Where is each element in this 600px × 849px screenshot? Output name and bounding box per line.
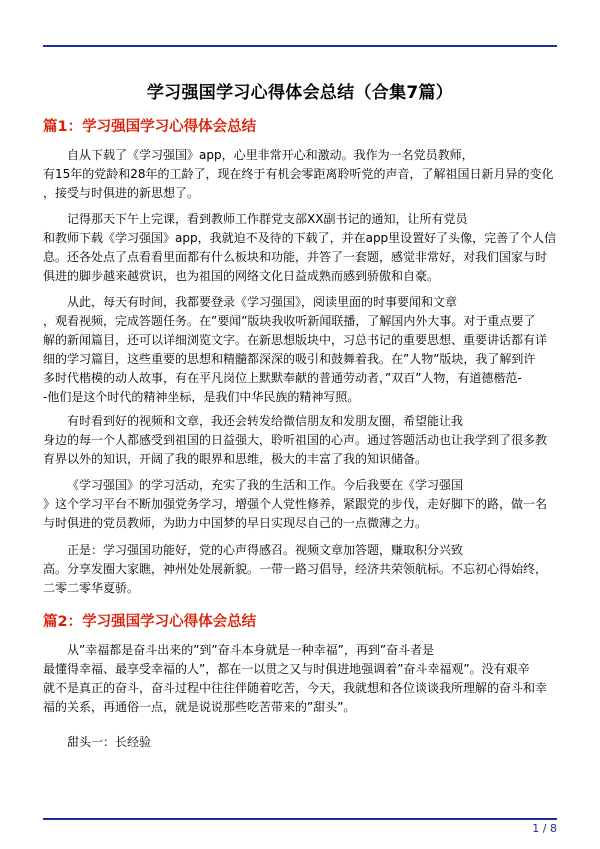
text-line: 细的学习篇目，这些重要的思想和精髓都深深的吸引和鼓舞着我。在”人物”版块，我了解到许 xyxy=(43,352,536,366)
section-1-paragraph-5 xyxy=(43,476,557,533)
text-line: 有时看到好的视频和文章，我还会转发给微信朋友和发朋友圈，希望能让我 xyxy=(67,414,464,428)
text-line: 从”幸福都是奋斗出来的”到”奋斗本身就是一种幸福”，再到”奋斗者是 xyxy=(67,643,435,657)
footer-rule xyxy=(43,818,557,820)
text-line: 最懂得幸福、最享受幸福的人”，都在一以贯之又与时俱进地强调着”奋斗幸福观”。没有艰辛 xyxy=(43,662,530,676)
text-line: 俱进的脚步越来越赏识，也为祖国的网络文化日益成熟而感到骄傲和自豪。 xyxy=(43,269,440,283)
text-line: ，观看视频，完成答题任务。在”要闻”版块我收听新闻联播，了解国内外大事。对于重点要了 xyxy=(43,314,536,328)
section-2-heading: 篇2：学习强国学习心得体会总结 xyxy=(43,614,257,630)
text-line: 与时俱进的党员教师，为助力中国梦的早日实现尽自己的一点微薄之力。 xyxy=(43,516,428,530)
text-line: 育界以外的知识，开阔了我的眼界和思维，极大的丰富了我的知识储备。 xyxy=(43,452,428,466)
page-number: 1 / 8 xyxy=(532,822,557,835)
header-rule xyxy=(43,45,557,47)
text-line: 二零二零华夏骄。 xyxy=(43,581,140,595)
text-line: 福的关系，再通俗一点，就是说说那些吃苦带来的”甜头”。 xyxy=(43,700,356,714)
text-line: -他们是这个时代的精神坐标，是我们中华民族的精神写照。 xyxy=(43,390,360,404)
section-1-paragraph-6 xyxy=(43,541,557,598)
text-line: 就不是真正的奋斗，奋斗过程中往往伴随着吃苦，今天，我就想和各位谈谈我所理解的奋斗和幸 xyxy=(43,681,548,695)
section-1-paragraph-3 xyxy=(43,293,557,407)
section-1-paragraph-2 xyxy=(43,210,557,286)
section-2-paragraph-1 xyxy=(43,641,557,717)
text-line: 解的新闻篇目，还可以详细浏览文字。在新思想版块中，习总书记的重要思想、重要讲话都有详 xyxy=(43,333,548,347)
text-line: 记得那天下午上完课，看到教师工作群党支部XX副书记的通知，让所有党员 xyxy=(67,212,468,226)
text-line: 从此，每天有时间，我都要登录《学习强国》，阅读里面的时事要闻和文章 xyxy=(67,295,458,309)
section-1-paragraph-4 xyxy=(43,412,557,469)
text-line: 《学习强国》的学习活动，充实了我的生活和工作。今后我要在《学习强国 xyxy=(67,478,464,492)
text-line: 身边的每一个人都感受到祖国的日益强大，聆听祖国的心声。通过答题活动也让我学到了很多教 xyxy=(43,433,548,447)
section-1-heading: 篇1：学习强国学习心得体会总结 xyxy=(43,119,257,135)
document-title: 学习强国学习心得体会总结（合集7篇） xyxy=(146,83,454,103)
text-line: ，接受与时俱进的新思想了。 xyxy=(43,186,200,200)
text-line: 甜头一：长经验 xyxy=(67,735,152,749)
section-1-paragraph-1 xyxy=(43,146,557,203)
text-line: 自从下载了《学习强国》app，心里非常开心和激动。我作为一名党员教师， xyxy=(67,148,474,162)
text-line: 和教师下载《学习强国》app，我就迫不及待的下载了，并在app里设置好了头像，完善了个人信 xyxy=(43,231,557,245)
text-line: 有15年的党龄和28年的工龄了，现在终于有机会零距离聆听党的声音，了解祖国日新月异的变化 xyxy=(43,167,554,181)
text-line: 息。还各处点了点看看里面都有什么板块和功能，并答了一套题，感觉非常好，对我们国家与时 xyxy=(43,250,548,264)
text-line: 高。分享发圈大家瞧，神州处处展新貌。一带一路习倡导，经济共荣领航标。不忘初心得始终， xyxy=(43,562,548,576)
text-line: 多时代楷模的动人故事，有在平凡岗位上默默奉献的普通劳动者，”双百”人物，有道德楷范- xyxy=(43,371,522,385)
text-line: 》这个学习平台不断加强党务学习，增强个人党性修养，紧跟党的步伐，走好脚下的路，做一名 xyxy=(43,497,548,511)
section-2-paragraph-2 xyxy=(43,733,557,752)
text-line: 正是：学习强国功能好，党的心声得感召。视频文章加答题，赚取积分兴致 xyxy=(67,543,464,557)
